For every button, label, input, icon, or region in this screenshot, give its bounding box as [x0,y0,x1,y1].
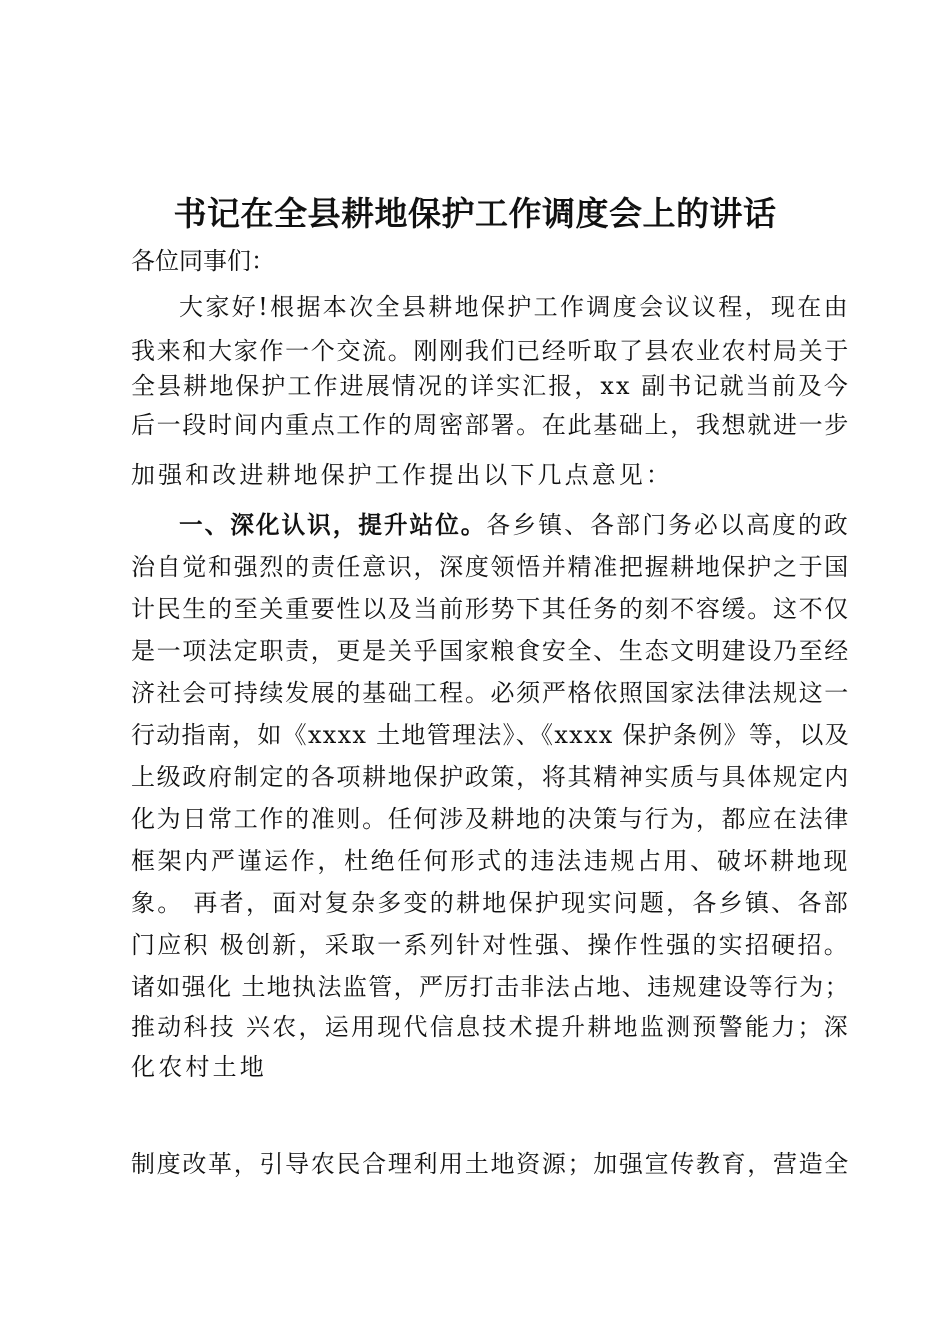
paragraph-line: 我来和大家作一个交流。刚刚我们已经听取了县农业农村局关于 [131,337,850,365]
paragraph-line: 化农村土地 [131,1053,267,1081]
paragraph-line: 诸如强化 土地执法监管，严厉打击非法占地、违规建设等行为； [131,973,850,1001]
paragraph-line: 框架内严谨运作，杜绝任何形式的违法违规占用、破坏耕地现 [131,847,850,875]
paragraph-line: 加强和改进耕地保护工作提出以下几点意见： [131,461,673,489]
paragraph-line: 象。 再者，面对复杂多变的耕地保护现实问题，各乡镇、各部 [131,889,850,917]
paragraph-line: 是一项法定职责，更是关乎国家粮食安全、生态文明建设乃至经 [131,637,850,665]
paragraph-line: 济社会可持续发展的基础工程。必须严格依照国家法律法规这一 [131,679,850,707]
paragraph-line: 行动指南，如《xxxx 土地管理法》、《xxxx 保护条例》等，以及 [131,721,850,749]
paragraph-line: 计民生的至关重要性以及当前形势下其任务的刻不容缓。这不仅 [131,595,850,623]
document-title: 书记在全县耕地保护工作调度会上的讲话 [173,194,777,233]
paragraph-line: 上级政府制定的各项耕地保护政策，将其精神实质与具体规定内 [131,763,850,791]
paragraph-line: 后一段时间内重点工作的周密部署。在此基础上，我想就进一步 [131,411,850,439]
section-line-text: 各乡镇、各部门务必以高度的政 [486,511,850,539]
paragraph-line: 制度改革，引导农民合理利用土地资源；加强宣传教育，营造全 [131,1150,850,1178]
section-heading: 一、深化认识，提升站位。 [179,511,487,539]
section-first-line [179,508,850,542]
paragraph-line: 大家好!根据本次全县耕地保护工作调度会议议程，现在由 [179,293,850,321]
paragraph-line: 全县耕地保护工作进展情况的详实汇报，xx 副书记就当前及今 [131,372,850,400]
paragraph-line: 推动科技 兴农，运用现代信息技术提升耕地监测预警能力；深 [131,1013,850,1041]
paragraph-line: 门应积 极创新，采取一系列针对性强、操作性强的实招硬招。 [131,931,850,959]
paragraph-line: 化为日常工作的准则。任何涉及耕地的决策与行为，都应在法律 [131,805,850,833]
paragraph-line: 治自觉和强烈的责任意识，深度领悟并精准把握耕地保护之于国 [131,553,850,581]
salutation: 各位同事们： [131,247,275,275]
